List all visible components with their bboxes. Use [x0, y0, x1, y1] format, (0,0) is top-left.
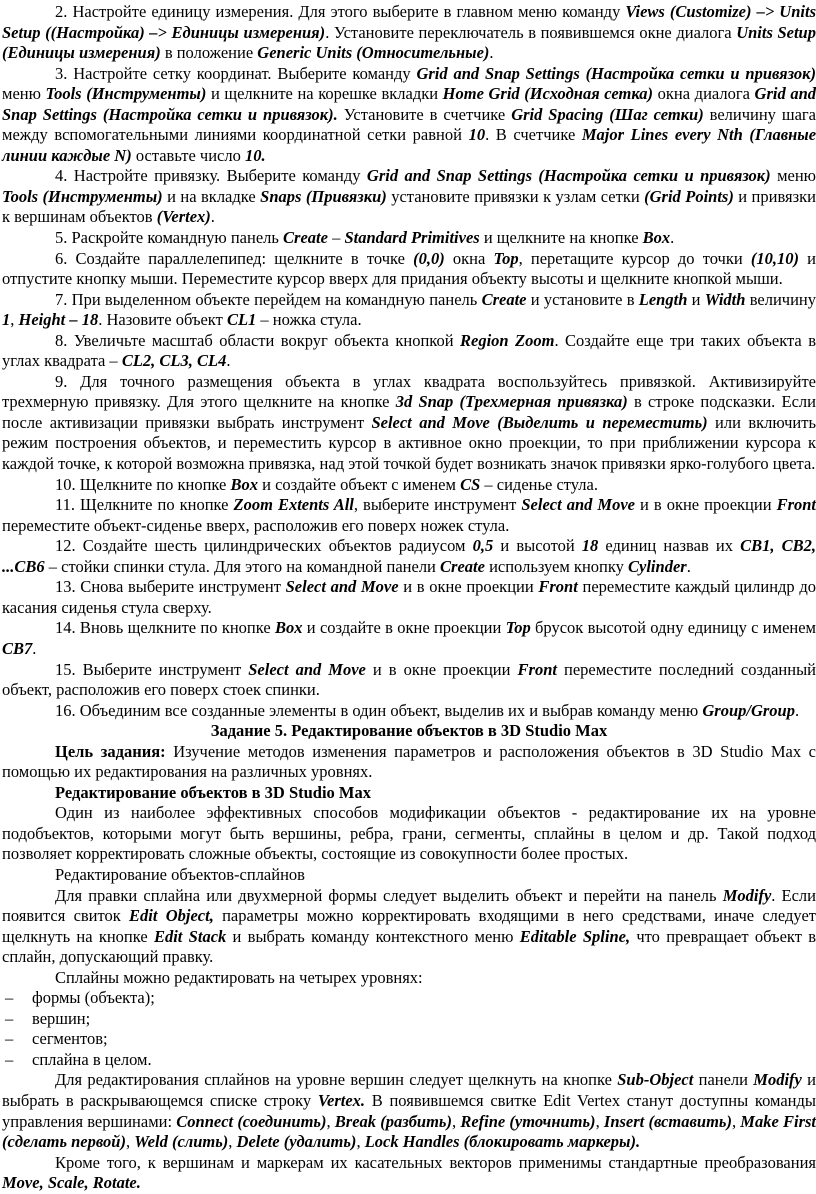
- text-run: Standard Primitives: [344, 228, 480, 248]
- text-run: величину шага между вспомогательными линиями координатной сетки равной: [2, 104, 816, 145]
- text-run: 18: [581, 536, 599, 556]
- paragraph: [2, 2, 816, 64]
- text-run: 0,5: [472, 536, 494, 556]
- list-dash: –: [5, 988, 14, 1008]
- paragraph: [2, 701, 816, 722]
- text-run: Major Lines every Nth (Главные линии каждые N): [2, 125, 816, 165]
- text-run: Grid and Snap Settings (Настройка сетки и привязок): [416, 63, 816, 83]
- text-run: Snaps (Привязки): [260, 186, 387, 206]
- text-run: ,: [10, 310, 19, 330]
- text-run: Изучение методов изменения параметров и расположения объектов в 3D Studio Max с помощью их редактирования на различных уровнях.: [2, 741, 816, 782]
- text-run: 5. Раскройте командную панель: [55, 228, 284, 248]
- text-run: ,: [731, 1111, 741, 1131]
- text-run: ,: [451, 1111, 461, 1131]
- text-run: и выбрать в раскрывающемся списке строку: [2, 1070, 816, 1110]
- text-run: .: [686, 556, 691, 576]
- text-run: Grid Spacing (Шаг сетки): [511, 104, 704, 124]
- text-run: CB1, CB2, ...CB6: [2, 536, 816, 576]
- text-run: (Grid Points): [644, 186, 734, 206]
- text-run: Cylinder: [628, 556, 687, 576]
- text-run: 15. Выберите инструмент: [55, 659, 249, 679]
- text-run: Delete (удалить): [236, 1132, 357, 1152]
- text-run: Редактирование объектов-сплайнов: [55, 864, 305, 884]
- text-run: (10,10): [750, 248, 799, 268]
- text-run: меню: [2, 84, 46, 104]
- list-item: [2, 1009, 816, 1030]
- text-run: CL1: [226, 310, 257, 330]
- text-run: Width: [704, 289, 746, 309]
- text-run: 13. Снова выберите инструмент: [55, 577, 286, 597]
- paragraph: [2, 803, 816, 865]
- paragraph: [2, 886, 816, 968]
- text-run: параметры можно корректировать входящими в него средствами, иначе следует щелкнуть на кнопке: [2, 906, 816, 946]
- text-run: 3d Snap (Трехмерная привязка): [395, 392, 628, 412]
- text-run: Front: [776, 495, 816, 515]
- text-run: Vertex.: [317, 1090, 366, 1110]
- text-run: 6. Создайте параллелепипед: щелкните в точке: [55, 248, 414, 268]
- text-run: .: [670, 228, 675, 248]
- text-run: . Назовите объект: [98, 310, 227, 330]
- text-run: Front: [538, 577, 578, 597]
- text-run: что превращает объект в сплайн, допускающий правку.: [2, 926, 816, 967]
- text-run: Edit Stack: [153, 926, 227, 946]
- text-run: – стойки спинки стула. Для этого на командной панели: [44, 556, 441, 576]
- paragraph: [2, 968, 816, 989]
- text-run: , перетащите курсор до точки: [518, 248, 751, 268]
- text-run: установите привязки к узлам сетки: [386, 186, 645, 206]
- text-run: Редактирование объектов в 3D Studio Max: [55, 782, 372, 802]
- text-run: .: [489, 43, 494, 63]
- text-run: и создайте в окне проекции: [302, 618, 506, 638]
- text-run: Front: [517, 659, 557, 679]
- paragraph: [2, 475, 816, 496]
- text-run: Установите в счетчике: [337, 104, 512, 124]
- text-run: ,: [125, 1132, 135, 1152]
- text-run: В появившемся свитке Edit Vertex станут доступны команды управления вершинами:: [2, 1090, 816, 1131]
- text-run: и: [687, 289, 705, 309]
- text-run: Modify: [753, 1070, 802, 1090]
- text-run: Region Zoom: [460, 330, 555, 350]
- text-run: Select and Move: [521, 495, 635, 515]
- text-run: – ножка стула.: [256, 310, 362, 330]
- text-run: Move, Scale, Rotate.: [2, 1173, 141, 1193]
- text-run: 4. Настройте привязку. Выберите команду: [55, 166, 367, 186]
- text-run: 11. Щелкните по кнопке: [55, 495, 234, 515]
- text-run: или включить режим построения объектов, и переместить курсор в активное окно проекции, то при приближении курсора к каждой точке, к которой возможна привязка, над этой точкой будет возникать значок привязки ярко-голубого цвета.: [2, 412, 816, 474]
- text-run: 2. Настройте единицу измерения. Для этого выберите в главном меню команду: [55, 2, 626, 21]
- text-run: Sub-Object: [617, 1070, 694, 1090]
- text-run: Top: [505, 618, 531, 638]
- paragraph: [2, 783, 816, 804]
- text-run: . В счетчике: [485, 125, 582, 145]
- list-dash: –: [5, 1029, 14, 1049]
- text-run: Home Grid (Исходная сетка): [442, 84, 654, 104]
- text-run: (0,0): [413, 248, 445, 268]
- text-run: .: [794, 700, 800, 720]
- text-run: . Создайте еще три таких объекта в углах квадрата –: [2, 330, 816, 371]
- paragraph: [2, 64, 816, 167]
- text-run: Connect (соединить): [176, 1111, 327, 1131]
- text-run: Editable Spline,: [519, 926, 631, 946]
- text-run: . Если появится свиток: [2, 885, 816, 926]
- text-run: Box: [274, 618, 303, 638]
- text-run: CS: [460, 474, 481, 494]
- text-run: Create: [481, 289, 527, 309]
- text-run: и отпустите кнопку мыши. Переместите курсор вверх для придания объекту высоты и щелкните кнопкой мыши.: [2, 248, 816, 289]
- text-run: единиц назвав их: [598, 536, 741, 556]
- text-run: сегментов;: [32, 1029, 108, 1049]
- text-run: и в окне проекции: [365, 659, 518, 679]
- text-run: 7. При выделенном объекте перейдем на командную панель: [55, 289, 482, 309]
- text-run: Insert (вставить): [603, 1111, 732, 1131]
- text-run: сплайна в целом.: [32, 1049, 152, 1069]
- list-item: [2, 1029, 816, 1050]
- text-run: 8. Увеличьте масштаб области вокруг объекта кнопкой: [55, 330, 460, 350]
- text-run: CB7: [2, 638, 33, 658]
- paragraph: [2, 228, 816, 249]
- section-heading: [2, 721, 816, 742]
- text-run: Lock Handles (блокировать маркеры).: [364, 1132, 641, 1152]
- text-run: Grid and Snap Settings (Настройка сетки и привязок): [366, 166, 771, 186]
- paragraph: [2, 577, 816, 618]
- text-run: .: [226, 351, 231, 371]
- text-run: –: [327, 228, 345, 248]
- paragraph: [2, 331, 816, 372]
- text-run: 10: [468, 125, 486, 145]
- text-run: Units Setup (Единицы измерения): [2, 22, 816, 63]
- paragraph: [2, 618, 816, 659]
- text-run: CL2, CL3, CL4: [121, 351, 227, 371]
- text-run: и выбрать команду контекстного меню: [226, 926, 520, 946]
- text-run: и в окне проекции: [635, 495, 777, 515]
- text-run: окна: [444, 248, 494, 268]
- text-run: и щелкните на корешке вкладки: [206, 84, 443, 104]
- text-run: Length: [638, 289, 688, 309]
- text-run: Generic Units (Относительные): [257, 43, 490, 63]
- paragraph: [2, 742, 816, 783]
- paragraph: [2, 290, 816, 331]
- text-run: панели: [693, 1070, 754, 1090]
- text-run: Views (Customize) –> Units Setup ((Настройка) –> Единицы измерения): [2, 2, 816, 42]
- text-run: и высотой: [493, 536, 582, 556]
- text-run: и в окне проекции: [398, 577, 539, 597]
- list-item: [2, 1050, 816, 1071]
- text-run: (Vertex): [156, 207, 211, 227]
- text-run: 14. Вновь щелкните по кнопке: [55, 618, 275, 638]
- text-run: используем кнопку: [484, 556, 629, 576]
- list-dash: –: [5, 1008, 14, 1028]
- text-run: переместите каждый цилиндр до касания сиденья стула сверху.: [2, 577, 816, 617]
- text-run: и на вкладке: [162, 186, 261, 206]
- text-run: 16. Объединим все созданные элементы в один объект, выделив их и выбрав команду меню: [55, 700, 703, 720]
- list-item: [2, 988, 816, 1009]
- text-run: Сплайны можно редактировать на четырех уровнях:: [55, 967, 423, 987]
- text-run: Grid and Snap Settings (Настройка сетки и привязок).: [2, 84, 816, 124]
- text-run: Select and Move: [285, 577, 399, 597]
- text-run: и щелкните на кнопке: [479, 228, 643, 248]
- text-run: Для редактирования сплайнов на уровне вершин следует щелкнуть на кнопке: [55, 1070, 618, 1090]
- text-run: Для правки сплайна или двухмерной формы следует выделить объект и перейти на панель: [55, 885, 723, 905]
- text-run: ,: [326, 1111, 335, 1131]
- text-run: 1: [2, 310, 11, 330]
- text-run: Box: [642, 228, 671, 248]
- text-run: ,: [595, 1111, 604, 1131]
- paragraph: [2, 372, 816, 475]
- text-run: вершин;: [32, 1008, 91, 1028]
- paragraph: [2, 536, 816, 577]
- text-run: Кроме того, к вершинам и маркерам их касательных векторов применимы стандартные преобразования: [55, 1152, 816, 1172]
- text-run: Цель задания:: [55, 741, 166, 761]
- text-run: в положение: [160, 43, 258, 63]
- text-run: Create: [440, 556, 485, 576]
- text-run: Box: [230, 474, 258, 494]
- text-run: переместите объект-сиденье вверх, расположив его поверх ножек стула.: [2, 515, 510, 535]
- text-run: Modify: [722, 885, 772, 905]
- text-run: Top: [493, 248, 519, 268]
- text-run: формы (объекта);: [32, 988, 155, 1008]
- text-run: 9. Для точного размещения объекта в углах квадрата воспользуйтесь привязкой. Активизируйте трехмерную привязку. Для этого щелкните на кнопке: [2, 371, 816, 412]
- text-run: ,: [356, 1132, 365, 1152]
- paragraph: [2, 1153, 816, 1194]
- text-run: в строке подсказки. Если после активизации привязки выбрать инструмент: [2, 392, 816, 432]
- text-run: Create: [283, 228, 328, 248]
- text-run: величину: [745, 289, 816, 309]
- text-run: 12. Создайте шесть цилиндрических объектов радиусом: [55, 536, 473, 556]
- text-run: 10. Щелкните по кнопке: [55, 474, 231, 494]
- text-run: 10.: [244, 145, 266, 165]
- text-run: оставьте число: [131, 145, 245, 165]
- text-run: . Установите переключатель в появившемся окне диалога: [325, 22, 737, 42]
- paragraph: [2, 1070, 816, 1152]
- text-run: брусок высотой одну единицу с именем: [530, 618, 816, 638]
- paragraph: [2, 660, 816, 701]
- text-run: Edit Object,: [129, 906, 214, 926]
- paragraph: [2, 495, 816, 536]
- text-run: .: [32, 638, 37, 658]
- text-run: 3. Настройте сетку координат. Выберите команду: [55, 63, 417, 83]
- text-run: Задание 5. Редактирование объектов в 3D Studio Max: [210, 721, 608, 741]
- text-run: Один из наиболее эффективных способов модификации объектов - редактирование их на уровне подобъектов, которыми могут быть вершины, ребра, грани, сегменты, сплайны в целом и др. Такой подход позволяет корректировать сложные объекты, состоящие из совокупности более простых.: [2, 803, 816, 864]
- text-run: Height – 18: [18, 310, 99, 330]
- text-run: окна диалога: [653, 84, 755, 104]
- text-run: Group/Group: [702, 700, 795, 720]
- text-run: Refine (уточнить): [460, 1111, 596, 1131]
- text-run: и привязки к вершинам объектов: [2, 186, 816, 227]
- paragraph: [2, 166, 816, 228]
- text-run: Tools (Инструменты): [2, 186, 163, 206]
- text-run: .: [210, 207, 215, 227]
- text-run: Weld (слить): [134, 1132, 229, 1152]
- text-run: Zoom Extents All: [233, 495, 354, 515]
- text-run: переместите последний созданный объект, расположив его поверх стоек спинки.: [2, 659, 816, 700]
- text-run: Select and Move: [248, 659, 366, 679]
- paragraph: [2, 249, 816, 290]
- text-run: – сиденье стула.: [480, 474, 598, 494]
- text-run: Select and Move (Выделить и переместить): [371, 412, 708, 432]
- list-dash: –: [5, 1049, 14, 1069]
- text-run: и создайте объект с именем: [258, 474, 461, 494]
- text-run: меню: [770, 166, 816, 186]
- paragraph: [2, 865, 816, 886]
- text-run: Make First (сделать первой): [2, 1111, 816, 1152]
- text-run: Break (разбить): [334, 1111, 452, 1131]
- text-run: Tools (Инструменты): [45, 84, 207, 104]
- text-run: ,: [228, 1132, 237, 1152]
- text-run: , выберите инструмент: [353, 495, 522, 515]
- text-run: и установите в: [526, 289, 639, 309]
